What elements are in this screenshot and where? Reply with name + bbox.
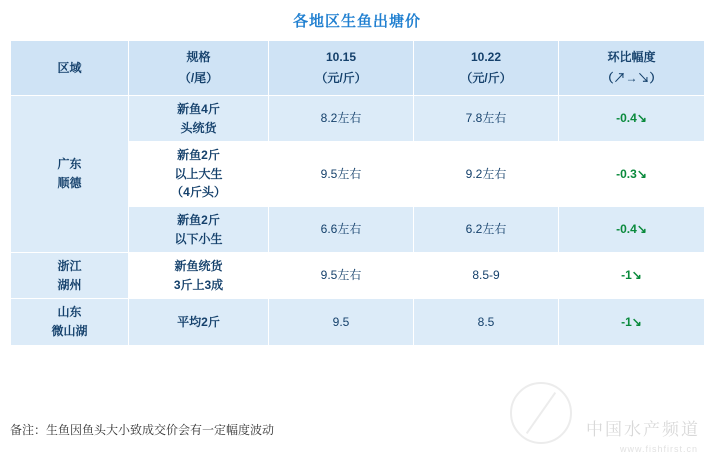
- region-cell-guangdong: [11, 96, 129, 253]
- region-cell-shandong: [11, 299, 129, 345]
- spec-line-1: 新鱼2斤: [177, 212, 220, 227]
- region-line1: 山东: [57, 305, 82, 320]
- header-date-2-line1: 10.22: [470, 50, 502, 65]
- price-1015: 9.5左右: [269, 253, 414, 299]
- change-value: -1: [621, 314, 632, 329]
- change-cell: [559, 96, 705, 142]
- trend-down-icon: ↘: [631, 314, 642, 329]
- table-row: [11, 253, 705, 299]
- price-1015: 6.6左右: [269, 206, 414, 252]
- header-date-2-line2: （元/斤）: [460, 71, 512, 85]
- price-1015: 9.5左右: [269, 142, 414, 207]
- header-spec-line1: 规格: [186, 50, 211, 65]
- header-region-line1: 区域: [57, 60, 82, 75]
- trend-down-icon: ↘: [636, 222, 647, 237]
- region-line1: 广东: [57, 157, 82, 172]
- spec-line-2: 3斤上3成: [173, 277, 224, 292]
- page-title: 各地区生鱼出塘价: [292, 13, 421, 30]
- spec-cell: [129, 96, 269, 142]
- spec-cell: [129, 299, 269, 345]
- price-1022: 9.2左右: [414, 142, 559, 207]
- spec-line-1: 平均2斤: [177, 314, 220, 329]
- change-value: -0.4: [616, 222, 637, 237]
- spec-line-1: 新鱼4斤: [177, 102, 220, 116]
- price-1022: 8.5: [414, 299, 559, 345]
- change-cell: [559, 299, 705, 345]
- change-value: -0.3: [616, 166, 637, 181]
- price-1022: 7.8左右: [414, 96, 559, 142]
- region-line1: 浙江: [57, 259, 82, 274]
- price-1022: 6.2左右: [414, 206, 559, 252]
- region-line2: 顺德: [57, 176, 82, 191]
- header-date-1-line2: （元/斤）: [315, 71, 367, 85]
- price-table: [10, 40, 705, 346]
- change-cell: [559, 142, 705, 207]
- watermark-subtext: www.fishfirst.cn: [619, 444, 698, 454]
- table-note: 备注：生鱼因鱼头大小致成交价会有一定幅度波动: [10, 423, 275, 437]
- spec-line-3: （4斤头）: [171, 185, 226, 200]
- trend-down-icon: ↘: [636, 166, 647, 181]
- region-cell-zhejiang: [11, 253, 129, 299]
- spec-line-1: 新鱼统货: [174, 259, 223, 274]
- spec-line-2: 头统货: [180, 120, 217, 135]
- spec-line-2: 以下小生: [174, 231, 223, 246]
- watermark-text: 中国水产频道: [586, 420, 700, 439]
- header-date-1: [269, 41, 414, 96]
- header-change-line1: 环比幅度: [607, 50, 656, 65]
- header-date-2: [414, 41, 559, 96]
- watermark-circle-icon: [510, 382, 572, 444]
- price-1015: 8.2左右: [269, 96, 414, 142]
- spec-line-2: 以上大生: [174, 166, 223, 181]
- price-1015: 9.5: [269, 299, 414, 345]
- watermark: [500, 384, 700, 454]
- header-date-1-line1: 10.15: [325, 50, 357, 65]
- spec-cell: [129, 253, 269, 299]
- spec-line-1: 新鱼2斤: [177, 148, 220, 163]
- change-cell: [559, 206, 705, 252]
- region-line2: 湖州: [57, 277, 82, 292]
- header-spec: [129, 41, 269, 96]
- trend-down-icon: ↘: [636, 111, 647, 126]
- header-region: [11, 41, 129, 96]
- table-row: [11, 299, 705, 345]
- spec-cell: [129, 206, 269, 252]
- table-header-row: [11, 41, 705, 96]
- header-spec-line2: （/尾）: [178, 71, 219, 85]
- region-line2: 微山湖: [51, 323, 88, 338]
- header-change: [559, 41, 705, 96]
- spec-cell: [129, 142, 269, 207]
- change-value: -0.4: [616, 111, 637, 126]
- table-row: [11, 96, 705, 142]
- trend-down-icon: ↘: [631, 268, 642, 283]
- change-cell: [559, 253, 705, 299]
- price-1022: 8.5-9: [414, 253, 559, 299]
- header-change-line2: （↗→↘）: [601, 71, 662, 85]
- change-value: -1: [621, 268, 632, 283]
